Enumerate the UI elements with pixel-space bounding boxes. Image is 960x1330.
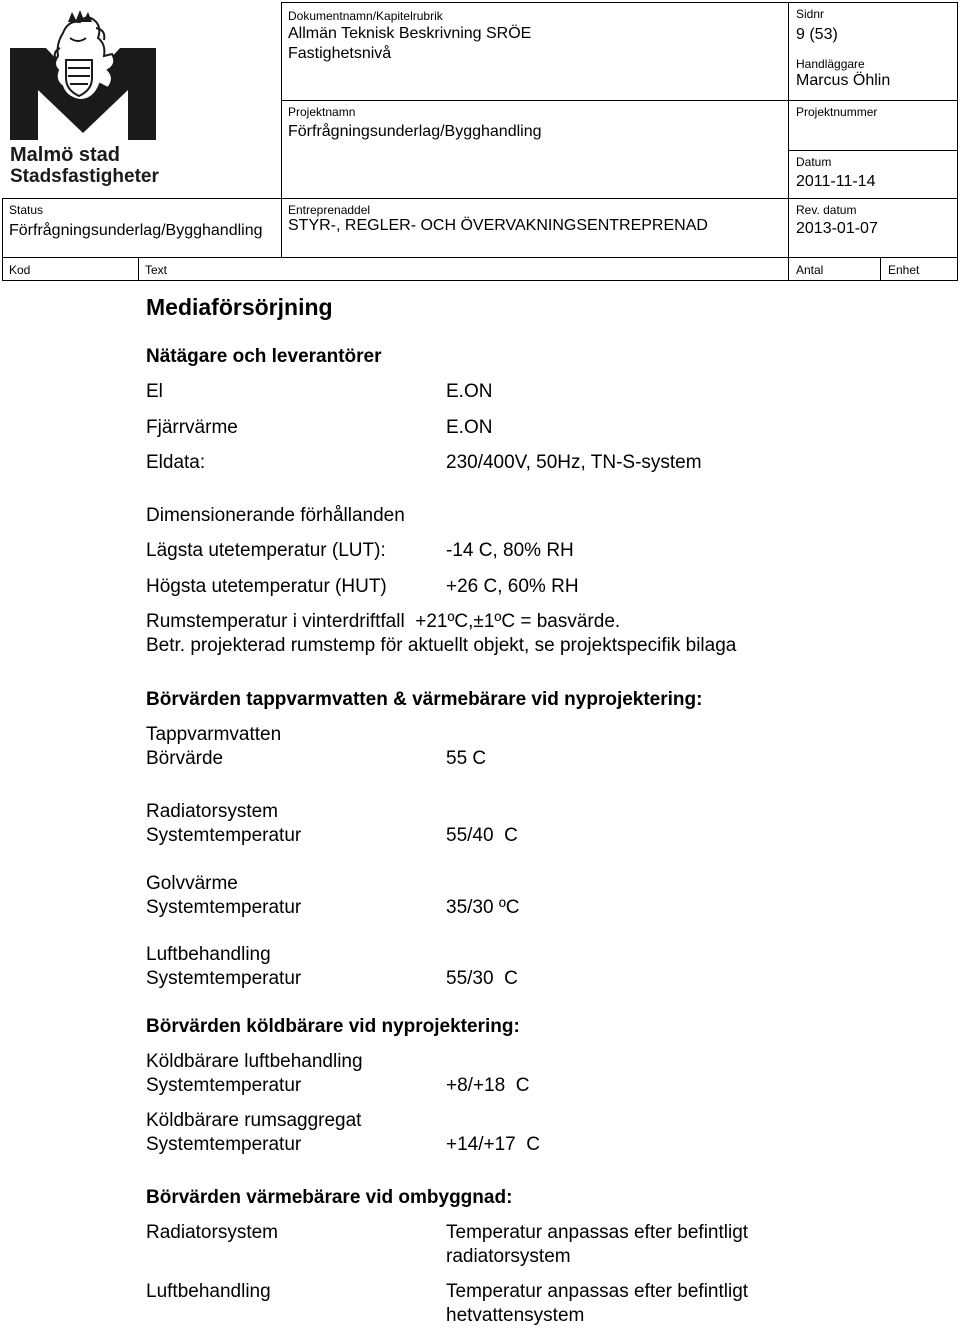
renovation-air-handling-value-line2: hetvattensystem: [446, 1305, 585, 1326]
renovation-radiator-value-line1: Temperatur anpassas efter befintligt: [446, 1222, 749, 1243]
doc-name-label: Dokumentnamn/Kapitelrubrik: [288, 9, 443, 23]
header-divider-1: [281, 100, 958, 101]
electrical-data-label: Eldata:: [146, 452, 206, 473]
column-header-text: Text: [145, 263, 168, 277]
contract-part-label: Entreprenaddel: [288, 203, 371, 217]
coolant-room-unit-temp-value: +14/+17 C: [446, 1134, 541, 1155]
date-label: Datum: [796, 155, 832, 169]
floor-heating-label: Golvvärme: [146, 873, 238, 894]
coolant-room-unit-temp-label: Systemtemperatur: [146, 1134, 302, 1155]
el-value: E.ON: [446, 381, 493, 402]
doc-title-line1: Allmän Teknisk Beskrivning SRÖE: [288, 25, 532, 42]
setpoint-value: 55 C: [446, 748, 487, 769]
malmo-stad-logo: [8, 8, 168, 193]
district-heating-value: E.ON: [446, 417, 493, 438]
header-top-border: [281, 2, 958, 3]
status-value: Förfrågningsunderlag/Bygghandling: [9, 222, 263, 239]
electrical-data-value: 230/400V, 50Hz, TN-S-system: [446, 452, 702, 473]
project-name-value: Förfrågningsunderlag/Bygghandling: [288, 123, 542, 140]
rev-date-value: 2013-01-07: [796, 220, 878, 237]
setpoint-label: Börvärde: [146, 748, 224, 769]
page-number-label: Sidnr: [796, 7, 825, 21]
floor-heating-temp-value: 35/30 ºC: [446, 897, 520, 918]
air-handling-temp-value: 55/30 C: [446, 968, 518, 989]
page-number-value: 9 (53): [796, 26, 838, 43]
room-temperature-note: Betr. projekterad rumstemp för aktuellt objekt, se projektspecifik bilaga: [146, 635, 737, 656]
contract-part-value: STYR-, REGLER- OCH ÖVERVAKNINGSENTREPRENAD: [288, 217, 708, 234]
section-title: Mediaförsörjning: [146, 294, 333, 320]
date-value: 2011-11-14: [796, 173, 876, 190]
hut-value: +26 C, 60% RH: [446, 576, 579, 597]
column-header-antal: Antal: [796, 263, 824, 277]
renovation-radiator-label: Radiatorsystem: [146, 1222, 278, 1243]
project-number-label: Projektnummer: [796, 105, 878, 119]
hot-water-setpoints-heading: Börvärden tappvarmvatten & värmebärare vid nyprojektering:: [146, 689, 703, 710]
frame-col-2: [788, 2, 789, 257]
column-header-bottom-border: [2, 280, 958, 281]
suppliers-heading: Nätägare och leverantörer: [146, 346, 382, 367]
lut-label: Lägsta utetemperatur (LUT):: [146, 540, 386, 561]
column-header-enhet: Enhet: [888, 263, 920, 277]
renovation-air-handling-value-line1: Temperatur anpassas efter befintligt: [446, 1281, 749, 1302]
colhdr-sep-2: [788, 257, 789, 281]
floor-heating-temp-label: Systemtemperatur: [146, 897, 302, 918]
coolant-room-unit-label: Köldbärare rumsaggregat: [146, 1110, 362, 1131]
radiator-system-temp-value: 55/40 C: [446, 825, 518, 846]
doc-title-line2: Fastighetsnivå: [288, 45, 392, 62]
lut-value: -14 C, 80% RH: [446, 540, 574, 561]
renovation-radiator-value-line2: radiatorsystem: [446, 1246, 571, 1267]
renovation-air-handling-label: Luftbehandling: [146, 1281, 271, 1302]
air-handling-temp-label: Systemtemperatur: [146, 968, 302, 989]
el-label: El: [146, 381, 163, 402]
room-temperature-line: Rumstemperatur i vinterdriftfall +21ºC,±1ºC = basvärde.: [146, 611, 621, 632]
logo-text-department: Stadsfastigheter: [10, 166, 159, 187]
coolant-air-handling-temp-label: Systemtemperatur: [146, 1075, 302, 1096]
frame-col-1: [281, 2, 282, 257]
colhdr-sep-3: [880, 257, 881, 281]
dimensioning-heading: Dimensionerande förhållanden: [146, 505, 405, 526]
coolant-air-handling-temp-value: +8/+18 C: [446, 1075, 530, 1096]
header-divider-2: [788, 150, 958, 151]
radiator-system-label: Radiatorsystem: [146, 801, 278, 822]
project-name-label: Projektnamn: [288, 105, 356, 119]
header-divider-3: [2, 198, 958, 199]
griffin-crest-icon: [8, 8, 158, 143]
district-heating-label: Fjärrvärme: [146, 417, 238, 438]
handler-value: Marcus Öhlin: [796, 72, 891, 89]
frame-right: [957, 2, 958, 281]
coolant-air-handling-label: Köldbärare luftbehandling: [146, 1051, 363, 1072]
frame-left-lower: [2, 198, 3, 281]
handler-label: Handläggare: [796, 57, 865, 71]
air-handling-label: Luftbehandling: [146, 944, 271, 965]
hot-water-label: Tappvarmvatten: [146, 724, 282, 745]
coolant-setpoints-heading: Börvärden köldbärare vid nyprojektering:: [146, 1016, 520, 1037]
radiator-system-temp-label: Systemtemperatur: [146, 825, 302, 846]
renovation-setpoints-heading: Börvärden värmebärare vid ombyggnad:: [146, 1187, 513, 1208]
colhdr-sep-1: [138, 257, 139, 281]
header-bottom-border: [2, 257, 958, 258]
logo-text-city: Malmö stad: [10, 144, 121, 166]
hut-label: Högsta utetemperatur (HUT): [146, 576, 387, 597]
status-label: Status: [9, 203, 44, 217]
rev-date-label: Rev. datum: [796, 203, 857, 217]
column-header-kod: Kod: [9, 263, 31, 277]
